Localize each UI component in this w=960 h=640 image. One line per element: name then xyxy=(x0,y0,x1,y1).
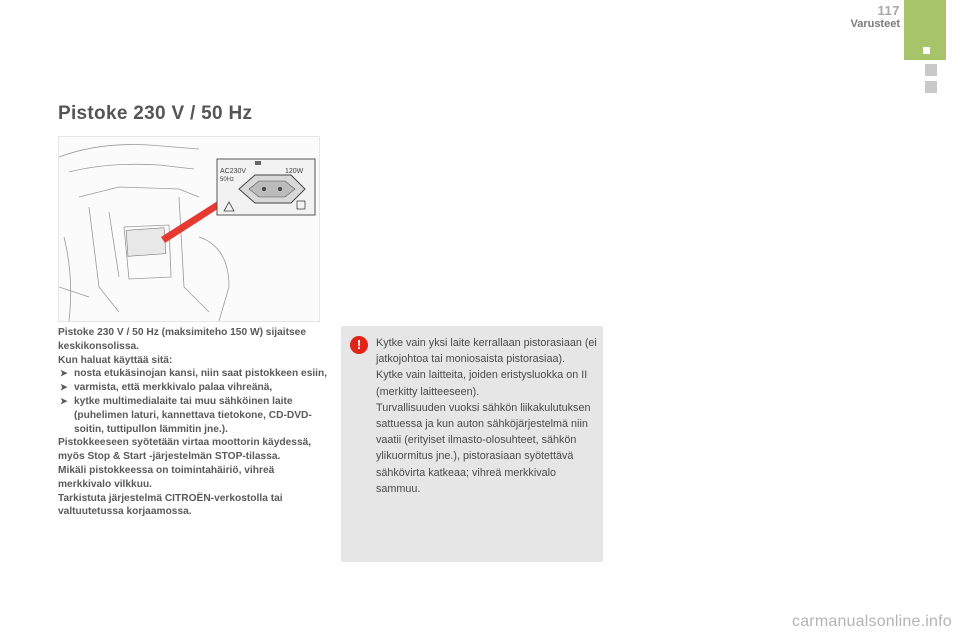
tab-marker-icon xyxy=(923,47,930,54)
exclamation-icon: ! xyxy=(350,336,368,354)
arrow-bullet-icon: ➤ xyxy=(60,395,68,406)
console-socket-illustration xyxy=(58,136,320,322)
watermark: carmanualsonline.info xyxy=(792,613,952,630)
warning-paragraph: Kytke vain yksi laite kerrallaan pistorasiaan (ei jatkojohtoa tai moniosaista pistorasiaa). xyxy=(376,337,597,366)
socket-instructions xyxy=(58,326,328,519)
page-heading: Pistoke 230 V / 50 Hz xyxy=(58,103,253,124)
section-title: Varusteet xyxy=(850,18,900,30)
usage-lead: Kun haluat käyttää sitä: xyxy=(58,354,173,366)
warning-paragraph: Turvallisuuden vuoksi sähkön liikakulutuksen sattuessa ja kun auton sähköjärjestelmä niin vaatii (erityiset ilmasto-olosuhteet, sähkön ylikuormitus jne.), pistorasiaan syötettävä sähkövirta katkeaa; vihreä merkkivalo sammuu. xyxy=(376,401,591,495)
intro-paragraph: Pistoke 230 V / 50 Hz (maksimiteho 150 W) sijaitsee keskikonsolissa. xyxy=(58,327,307,352)
power-paragraph: Pistokkeeseen syötetään virtaa moottorin käydessä, myös Stop & Start -järjestelmän STOP-tilassa. xyxy=(58,437,312,463)
list-item: ➤ kytke multimedialaite tai muu sähköinen laite (puhelimen laturi, kannettava tietokone, CD-DVD-soitin, tuttipullon lämmitin jne.). xyxy=(60,395,312,435)
list-item: ➤ nosta etukäsinojan kansi, niin saat pistokkeen esiin, xyxy=(60,368,328,380)
section-tab[interactable] xyxy=(925,64,937,76)
list-item: ➤ varmista, että merkkivalo palaa vihreänä, xyxy=(60,382,273,394)
service-paragraph: Tarkistuta järjestelmä CITROËN-verkostolla tai valtuutetussa korjaamossa. xyxy=(58,492,283,518)
svg-text:50Hz: 50Hz xyxy=(220,177,235,183)
section-tab-active[interactable] xyxy=(904,0,946,60)
arrow-bullet-icon: ➤ xyxy=(60,382,68,393)
center-console-drawing xyxy=(59,137,319,321)
section-tab[interactable] xyxy=(925,81,937,93)
warning-text xyxy=(376,335,598,497)
fault-paragraph: Mikäli pistokkeessa on toimintahäiriö, vihreä merkkivalo vilkkuu. xyxy=(58,464,275,490)
svg-text:120W: 120W xyxy=(285,168,304,175)
page-number: 117 xyxy=(877,3,900,18)
warning-box xyxy=(341,326,603,562)
svg-text:AC230V: AC230V xyxy=(220,168,247,175)
arrow-bullet-icon: ➤ xyxy=(60,368,68,379)
warning-paragraph: Kytke vain laitteita, joiden eristysluokka on II (merkitty laitteeseen). xyxy=(376,369,588,398)
usage-steps xyxy=(58,367,328,436)
